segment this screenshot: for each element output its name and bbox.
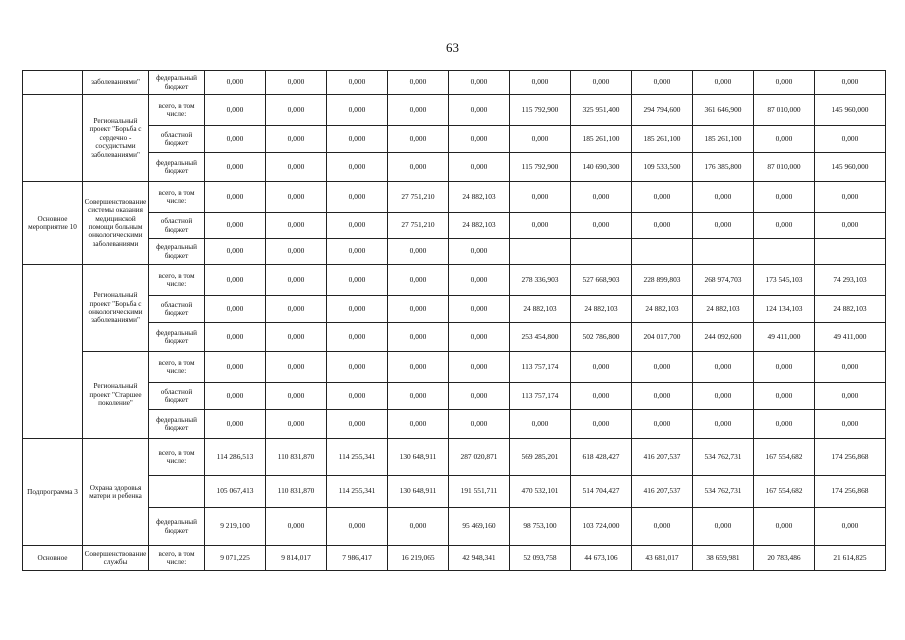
program-name-cell: Охрана здоровья матери и ребенка [83,439,149,546]
value-cell: 0,000 [266,265,327,296]
value-cell: 361 646,900 [693,95,754,126]
value-cell: 115 792,900 [510,95,571,126]
value-cell: 114 255,341 [327,476,388,508]
value-cell: 0,000 [327,410,388,439]
measure-name-cell [23,71,83,95]
value-cell: 0,000 [754,383,815,410]
funding-source-cell [149,476,205,508]
value-cell: 0,000 [449,239,510,265]
value-cell: 42 948,341 [449,546,510,571]
value-cell: 0,000 [571,410,632,439]
value-cell: 9 219,100 [205,508,266,546]
value-cell: 0,000 [449,410,510,439]
measure-name-cell: Подпрограмма 3 [23,439,83,546]
value-cell: 0,000 [388,95,449,126]
value-cell: 20 783,486 [754,546,815,571]
value-cell: 0,000 [327,95,388,126]
measure-name-cell: Основное мероприятие 10 [23,182,83,265]
value-cell: 527 668,903 [571,265,632,296]
value-cell: 0,000 [632,71,693,95]
page-number: 63 [446,40,459,55]
value-cell: 0,000 [388,153,449,182]
program-name-cell: Совершенствование системы оказания медицинской помощи больным онкологическими заболеваниями [83,182,149,265]
value-cell: 174 256,868 [815,476,886,508]
value-cell: 534 762,731 [693,476,754,508]
funding-source-cell: федеральный бюджет [149,323,205,352]
value-cell [632,239,693,265]
value-cell: 0,000 [266,296,327,323]
value-cell: 87 010,000 [754,153,815,182]
value-cell: 0,000 [266,410,327,439]
value-cell: 24 882,103 [449,213,510,239]
value-cell: 0,000 [327,182,388,213]
value-cell: 0,000 [449,352,510,383]
value-cell: 27 751,210 [388,213,449,239]
value-cell: 0,000 [266,352,327,383]
value-cell: 0,000 [449,265,510,296]
value-cell: 140 690,300 [571,153,632,182]
value-cell: 0,000 [205,213,266,239]
value-cell: 87 010,000 [754,95,815,126]
value-cell: 98 753,100 [510,508,571,546]
value-cell: 167 554,682 [754,439,815,476]
value-cell: 191 551,711 [449,476,510,508]
value-cell: 0,000 [754,213,815,239]
value-cell: 49 411,000 [754,323,815,352]
value-cell: 0,000 [815,508,886,546]
value-cell: 24 882,103 [571,296,632,323]
value-cell: 0,000 [205,296,266,323]
value-cell: 110 831,870 [266,476,327,508]
value-cell: 569 285,201 [510,439,571,476]
funding-source-cell: федеральный бюджет [149,153,205,182]
value-cell: 0,000 [327,323,388,352]
table-row [23,508,886,546]
value-cell: 0,000 [388,126,449,153]
value-cell: 0,000 [754,126,815,153]
value-cell: 0,000 [632,352,693,383]
value-cell: 618 428,427 [571,439,632,476]
table-row [23,71,886,95]
value-cell: 244 092,600 [693,323,754,352]
value-cell: 470 532,101 [510,476,571,508]
budget-table [22,70,886,571]
funding-source-cell: всего, в том числе: [149,265,205,296]
value-cell: 0,000 [693,352,754,383]
table-row [23,476,886,508]
program-name-cell: Региональный проект "Борьба с онкологическими заболеваниями" [83,265,149,352]
value-cell: 109 533,500 [632,153,693,182]
table-row [23,182,886,213]
value-cell: 0,000 [632,213,693,239]
value-cell: 0,000 [388,71,449,95]
program-name-cell: Региональный проект "Старшее поколение" [83,352,149,439]
value-cell: 0,000 [571,182,632,213]
value-cell: 0,000 [266,153,327,182]
value-cell: 9 814,017 [266,546,327,571]
value-cell: 124 134,103 [754,296,815,323]
value-cell: 0,000 [815,352,886,383]
value-cell: 0,000 [693,508,754,546]
table-row [23,296,886,323]
value-cell: 0,000 [754,410,815,439]
value-cell: 115 792,900 [510,153,571,182]
value-cell: 514 704,427 [571,476,632,508]
value-cell: 24 882,103 [510,296,571,323]
value-cell: 0,000 [693,410,754,439]
value-cell: 16 219,065 [388,546,449,571]
value-cell: 502 786,800 [571,323,632,352]
program-name-cell: заболеваниями" [83,71,149,95]
value-cell: 0,000 [632,182,693,213]
value-cell: 0,000 [266,182,327,213]
table-row [23,410,886,439]
value-cell: 0,000 [754,508,815,546]
value-cell: 0,000 [571,213,632,239]
value-cell: 0,000 [327,153,388,182]
value-cell: 0,000 [571,71,632,95]
value-cell: 0,000 [449,95,510,126]
value-cell: 38 659,981 [693,546,754,571]
value-cell [815,239,886,265]
value-cell: 416 207,537 [632,476,693,508]
funding-source-cell: федеральный бюджет [149,508,205,546]
value-cell: 24 882,103 [632,296,693,323]
value-cell: 9 071,225 [205,546,266,571]
funding-source-cell: всего, в том числе: [149,182,205,213]
value-cell: 0,000 [266,95,327,126]
value-cell: 0,000 [205,182,266,213]
value-cell [510,239,571,265]
value-cell: 0,000 [754,71,815,95]
value-cell: 174 256,868 [815,439,886,476]
value-cell: 185 261,100 [632,126,693,153]
funding-source-cell: федеральный бюджет [149,239,205,265]
value-cell: 278 336,903 [510,265,571,296]
table-row [23,383,886,410]
value-cell: 105 067,413 [205,476,266,508]
value-cell: 294 794,600 [632,95,693,126]
value-cell: 24 882,103 [449,182,510,213]
value-cell: 49 411,000 [815,323,886,352]
table-row [23,265,886,296]
value-cell: 0,000 [205,323,266,352]
budget-table-body [23,71,886,571]
value-cell: 0,000 [815,383,886,410]
value-cell [571,239,632,265]
value-cell: 0,000 [205,126,266,153]
value-cell: 0,000 [327,213,388,239]
table-row [23,213,886,239]
value-cell: 0,000 [815,182,886,213]
value-cell: 7 986,417 [327,546,388,571]
value-cell: 268 974,703 [693,265,754,296]
funding-source-cell: всего, в том числе: [149,546,205,571]
value-cell: 43 681,017 [632,546,693,571]
funding-source-cell: федеральный бюджет [149,71,205,95]
value-cell: 0,000 [205,352,266,383]
value-cell: 44 673,106 [571,546,632,571]
table-row [23,126,886,153]
value-cell: 0,000 [815,410,886,439]
value-cell: 113 757,174 [510,383,571,410]
value-cell: 0,000 [327,383,388,410]
value-cell: 114 286,513 [205,439,266,476]
value-cell: 0,000 [327,508,388,546]
value-cell: 0,000 [388,265,449,296]
funding-source-cell: федеральный бюджет [149,410,205,439]
value-cell: 0,000 [449,71,510,95]
value-cell: 0,000 [205,95,266,126]
value-cell: 0,000 [571,383,632,410]
value-cell: 0,000 [693,383,754,410]
value-cell: 253 454,800 [510,323,571,352]
table-row [23,439,886,476]
value-cell: 0,000 [632,383,693,410]
table-row [23,239,886,265]
value-cell: 0,000 [571,352,632,383]
value-cell: 0,000 [510,182,571,213]
value-cell: 24 882,103 [693,296,754,323]
value-cell: 534 762,731 [693,439,754,476]
value-cell: 0,000 [205,153,266,182]
value-cell: 145 960,000 [815,153,886,182]
value-cell: 167 554,682 [754,476,815,508]
value-cell: 228 899,803 [632,265,693,296]
value-cell: 325 951,400 [571,95,632,126]
value-cell: 0,000 [510,213,571,239]
measure-name-cell: Основное [23,546,83,571]
value-cell: 0,000 [266,383,327,410]
value-cell: 0,000 [266,508,327,546]
value-cell: 173 545,103 [754,265,815,296]
value-cell: 0,000 [754,352,815,383]
value-cell: 0,000 [693,182,754,213]
funding-source-cell: всего, в том числе: [149,439,205,476]
value-cell: 204 017,700 [632,323,693,352]
value-cell: 0,000 [388,383,449,410]
value-cell: 110 831,870 [266,439,327,476]
funding-source-cell: всего, в том числе: [149,95,205,126]
value-cell: 0,000 [388,352,449,383]
value-cell: 130 648,911 [388,439,449,476]
value-cell: 0,000 [205,239,266,265]
value-cell: 24 882,103 [815,296,886,323]
table-row [23,352,886,383]
value-cell: 0,000 [205,265,266,296]
table-row [23,546,886,571]
value-cell: 0,000 [205,410,266,439]
value-cell: 0,000 [815,126,886,153]
value-cell: 0,000 [266,239,327,265]
value-cell: 0,000 [815,213,886,239]
table-row [23,323,886,352]
value-cell: 0,000 [266,71,327,95]
value-cell: 0,000 [632,508,693,546]
program-name-cell: Совершенствование службы [83,546,149,571]
value-cell: 114 255,341 [327,439,388,476]
value-cell: 0,000 [388,508,449,546]
value-cell: 130 648,911 [388,476,449,508]
value-cell: 287 020,871 [449,439,510,476]
value-cell: 21 614,825 [815,546,886,571]
value-cell: 0,000 [266,323,327,352]
value-cell: 74 293,103 [815,265,886,296]
value-cell: 0,000 [266,213,327,239]
value-cell: 52 093,758 [510,546,571,571]
program-name-cell: Региональный проект "Борьба с сердечно - сосудистыми заболеваниями" [83,95,149,182]
value-cell: 0,000 [205,383,266,410]
value-cell: 0,000 [205,71,266,95]
value-cell: 0,000 [388,239,449,265]
funding-source-cell: областной бюджет [149,296,205,323]
value-cell: 0,000 [510,126,571,153]
value-cell: 0,000 [693,71,754,95]
value-cell: 0,000 [266,126,327,153]
value-cell: 0,000 [327,265,388,296]
measure-name-cell [23,265,83,439]
measure-name-cell [23,95,83,182]
table-row [23,153,886,182]
value-cell: 0,000 [449,323,510,352]
value-cell [693,239,754,265]
value-cell: 0,000 [449,383,510,410]
value-cell: 27 751,210 [388,182,449,213]
value-cell: 185 261,100 [571,126,632,153]
value-cell: 113 757,174 [510,352,571,383]
value-cell: 0,000 [388,296,449,323]
value-cell: 185 261,100 [693,126,754,153]
value-cell: 0,000 [327,352,388,383]
value-cell: 0,000 [754,182,815,213]
table-row [23,95,886,126]
value-cell: 103 724,000 [571,508,632,546]
value-cell: 0,000 [815,71,886,95]
funding-source-cell: областной бюджет [149,383,205,410]
value-cell: 0,000 [449,126,510,153]
value-cell: 0,000 [388,323,449,352]
value-cell: 0,000 [693,213,754,239]
value-cell: 95 469,160 [449,508,510,546]
value-cell: 176 385,800 [693,153,754,182]
value-cell: 0,000 [327,296,388,323]
value-cell: 0,000 [449,153,510,182]
value-cell: 0,000 [510,410,571,439]
value-cell: 0,000 [449,296,510,323]
value-cell: 0,000 [632,410,693,439]
value-cell: 0,000 [388,410,449,439]
value-cell: 0,000 [510,71,571,95]
value-cell [754,239,815,265]
value-cell: 145 960,000 [815,95,886,126]
funding-source-cell: всего, в том числе: [149,352,205,383]
value-cell: 0,000 [327,71,388,95]
value-cell: 0,000 [327,239,388,265]
funding-source-cell: областной бюджет [149,126,205,153]
value-cell: 416 207,537 [632,439,693,476]
value-cell: 0,000 [327,126,388,153]
funding-source-cell: областной бюджет [149,213,205,239]
